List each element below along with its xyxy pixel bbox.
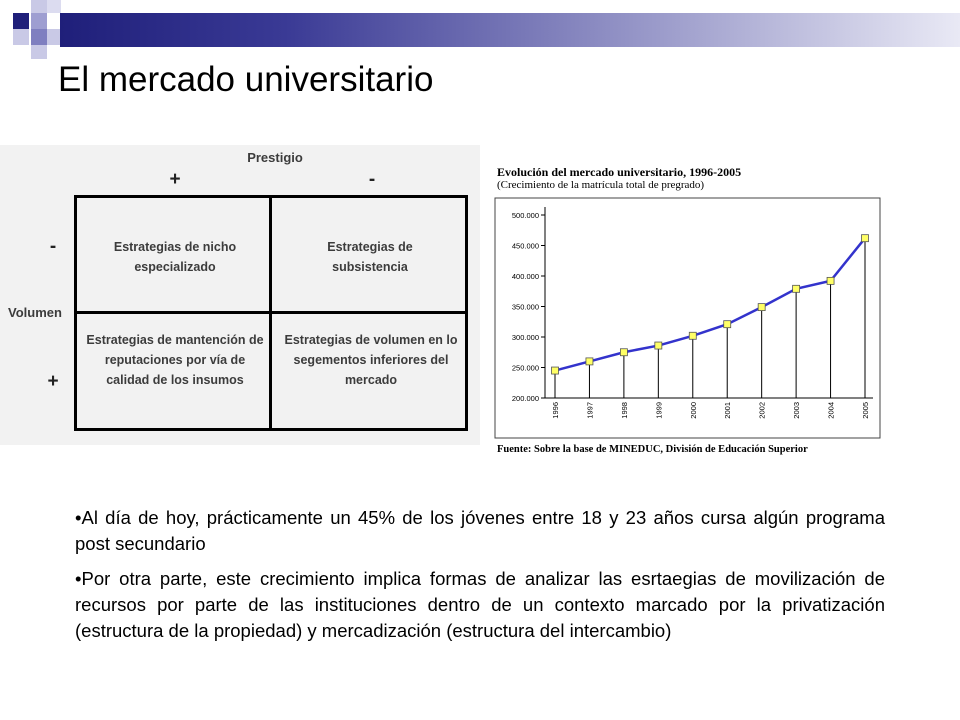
x-tick-label: 1999 xyxy=(654,402,664,419)
bullet-item-2: •Por otra parte, este crecimiento implica formas de analizar las esrtaegias de movilización de recursos por parte de las instituciones dentro de un contexto marcado por la privatización (estructura de la propiedad) y mercadización (estructura del intercambio) xyxy=(75,568,885,641)
matrix-grid-horizontal-divider xyxy=(74,311,468,314)
y-tick-label: 200.000 xyxy=(511,394,539,403)
chart-frame xyxy=(495,198,880,438)
matrix-cell-top-left: Estrategias de nicho especializado xyxy=(113,240,237,274)
matrix-top-plus: + xyxy=(169,169,181,190)
matrix-left-plus: + xyxy=(47,371,59,392)
data-point-marker xyxy=(827,277,834,284)
data-point-marker xyxy=(689,332,696,339)
matrix-left-minus: - xyxy=(49,236,57,257)
y-tick-label: 400.000 xyxy=(511,272,539,281)
header-gradient-bar xyxy=(60,13,960,47)
matrix-cell-bottom-right: Estrategias de volumen en lo segementos inferiores del mercado xyxy=(284,333,458,387)
x-tick-label: 1997 xyxy=(585,402,595,419)
matrix-top-axis-label: Prestigio xyxy=(247,150,303,165)
data-point-marker xyxy=(758,304,765,311)
decor-square-light-2 xyxy=(47,0,61,13)
y-tick-label: 500.000 xyxy=(511,211,539,220)
y-tick-label: 300.000 xyxy=(511,333,539,342)
data-point-marker xyxy=(862,235,869,242)
chart-subtitle: (Crecimiento de la matrícula total de pregrado) xyxy=(497,179,705,191)
data-point-marker xyxy=(655,342,662,349)
y-tick-label: 250.000 xyxy=(511,363,539,373)
x-tick-label: 2004 xyxy=(826,402,836,419)
data-point-marker xyxy=(793,285,800,292)
decor-square-light-3 xyxy=(13,29,29,45)
decor-square-light-1 xyxy=(31,0,47,13)
y-tick-label: 450.000 xyxy=(511,241,539,251)
x-tick-label: 2002 xyxy=(757,402,767,419)
line-chart xyxy=(485,195,885,445)
slide-title: El mercado universitario xyxy=(58,60,434,99)
x-tick-label: 1998 xyxy=(619,402,629,419)
x-tick-label: 2001 xyxy=(723,402,733,419)
decor-square-periwinkle xyxy=(31,29,47,45)
matrix-left-axis-label: Volumen xyxy=(8,305,62,320)
data-point-marker xyxy=(552,367,559,374)
decor-square-light-4 xyxy=(47,29,61,45)
decor-square-navy xyxy=(13,13,29,29)
bullet-item-1: •Al día de hoy, prácticamente un 45% de los jóvenes entre 18 y 23 años cursa algún programa post secundario xyxy=(75,507,885,554)
bullet-list xyxy=(75,505,885,653)
decor-square-mid xyxy=(31,13,47,29)
matrix-cell-bottom-left: Estrategias de mantención de reputaciones por vía de calidad de los insumos xyxy=(86,333,264,387)
x-tick-label: 2003 xyxy=(792,402,802,419)
x-tick-label: 2005 xyxy=(861,402,870,419)
data-point-marker xyxy=(724,321,731,328)
x-tick-label: 2000 xyxy=(688,402,698,419)
data-point-marker xyxy=(586,358,593,365)
matrix-cell-top-right: Estrategias de subsistencia xyxy=(327,240,413,274)
chart-source: Fuente: Sobre la base de MINEDUC, División de Educación Superior xyxy=(497,444,808,455)
matrix-top-minus: - xyxy=(368,169,376,190)
y-tick-label: 350.000 xyxy=(511,302,539,312)
decor-square-light-5 xyxy=(31,45,47,59)
chart-title: Evolución del mercado universitario, 1996-2005 xyxy=(497,165,742,179)
data-point-marker xyxy=(620,349,627,356)
x-tick-label: 1996 xyxy=(551,402,560,419)
